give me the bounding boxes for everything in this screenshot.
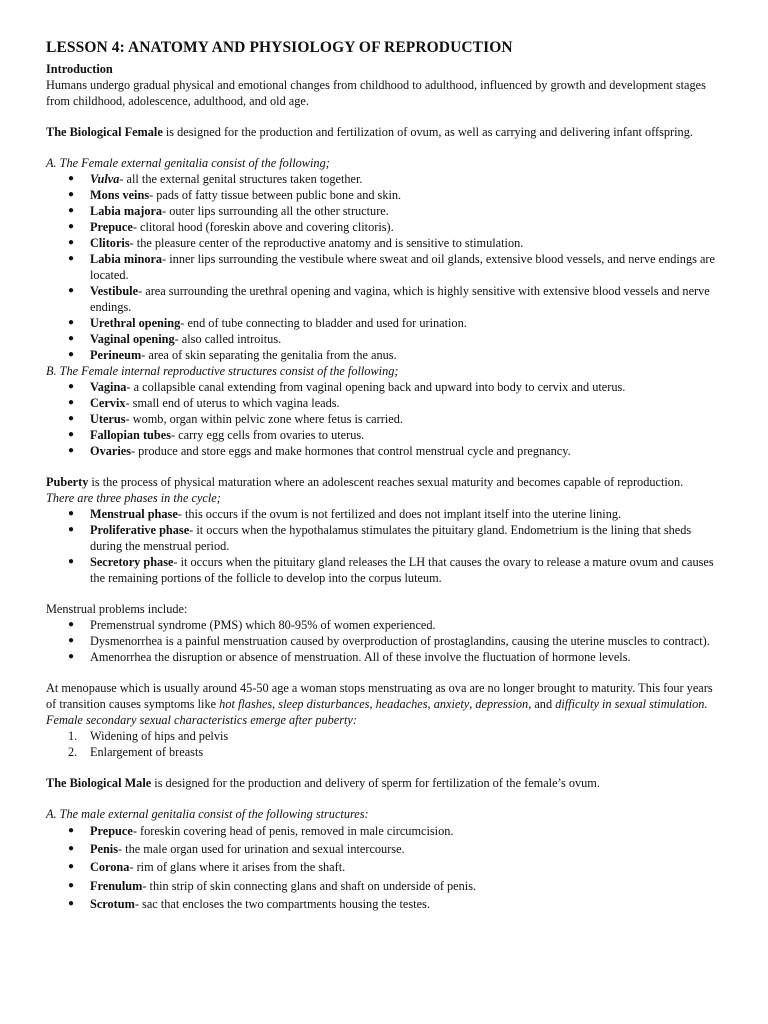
bullet-icon: ● [68, 397, 75, 408]
list-item: ● Cervix- small end of uterus to which vagina leads. [68, 396, 340, 410]
list-item: ● Prepuce- foreskin covering head of penis, removed in male circumcision. [46, 822, 718, 840]
list-item: ● Vestibule- area surrounding the urethral opening and vagina, which is highly sensitive with extensive blood vessels and nerve endings. [68, 284, 710, 314]
female-paragraph [46, 124, 718, 140]
phases-heading: There are three phases in the cycle; [46, 491, 221, 505]
bullet-icon: ● [68, 381, 75, 392]
bullet-icon: ● [68, 508, 75, 519]
list-item: 1. Widening of hips and pelvis [68, 729, 229, 743]
list-item: ● Ovaries- produce and store eggs and make hormones that control menstrual cycle and pregnancy. [68, 444, 571, 458]
menstrual-problems-list [46, 617, 718, 665]
secondary-list [46, 728, 718, 760]
secondary-heading: Female secondary sexual characteristics emerge after puberty: [46, 713, 357, 727]
list-item: ● Premenstrual syndrome (PMS) which 80-95% of women experienced. [68, 618, 436, 632]
bullet-icon: ● [68, 619, 75, 630]
male-external-heading: A. The male external genitalia consist of the following structures: [46, 807, 369, 821]
intro-heading: Introduction [46, 62, 113, 76]
female-external-list [46, 171, 718, 363]
page-title: LESSON 4: ANATOMY AND PHYSIOLOGY OF REPRODUCTION [46, 39, 513, 56]
bullet-icon: ● [68, 651, 75, 662]
male-paragraph [46, 775, 718, 791]
list-item: ● Secretory phase- it occurs when the pituitary gland releases the LH that causes the ovary to release a mature ovum and causes the remaining portions of the follicle to develop into the corpus luteum. [68, 555, 714, 585]
female-text: is designed for the production and fertilization of ovum, as well as carrying and delivering infant offspring. [162, 125, 693, 139]
list-item: ● Penis- the male organ used for urination and sexual intercourse. [46, 840, 718, 858]
bullet-icon: ● [68, 349, 75, 360]
female-internal-list [46, 379, 718, 459]
document-page [46, 38, 718, 913]
list-item: ● Dysmenorrhea is a painful menstruation caused by overproduction of prostaglandins, causing the uterine muscles to contract). [68, 634, 710, 648]
list-item: ● Fallopian tubes- carry egg cells from ovaries to uterus. [68, 428, 365, 442]
bullet-icon: ● [68, 221, 75, 232]
bullet-icon: ● [68, 333, 75, 344]
list-item: ● Amenorrhea the disruption or absence of menstruation. All of these involve the fluctuation of hormone levels. [68, 650, 631, 664]
list-item: ● Labia minora- inner lips surrounding the vestibule where sweat and oil glands, extensive blood vessels, and nerve endings are located. [68, 252, 715, 282]
bullet-icon: ● [68, 237, 75, 248]
bullet-icon: ● [68, 285, 75, 296]
list-item: ● Prepuce- clitoral hood (foreskin above and covering clitoris). [68, 220, 394, 234]
bullet-icon: ● [68, 429, 75, 440]
bullet-icon: ● [68, 556, 75, 567]
puberty-term: Puberty [46, 475, 89, 489]
list-item: ● Proliferative phase- it occurs when the hypothalamus stimulates the pituitary gland. Endometrium is the lining that sheds during the menstrual period. [68, 523, 692, 553]
menstrual-problems-heading: Menstrual problems include: [46, 602, 188, 616]
bullet-icon: ● [68, 445, 75, 456]
list-item: ● Perineum- area of skin separating the genitalia from the anus. [68, 348, 397, 362]
puberty-paragraph [46, 474, 718, 490]
list-item: ● Corona- rim of glans where it arises from the shaft. [46, 858, 718, 876]
bullet-icon: ● [68, 189, 75, 200]
list-item: ● Scrotum- sac that encloses the two compartments housing the testes. [46, 895, 718, 913]
list-item: ● Menstrual phase- this occurs if the ovum is not fertilized and does not implant itself into the uterine lining. [68, 507, 622, 521]
list-item: ● Frenulum- thin strip of skin connecting glans and shaft on underside of penis. [46, 877, 718, 895]
bullet-icon: ● [68, 879, 75, 891]
male-external-list [46, 822, 718, 913]
list-item: ● Vulva- all the external genital structures taken together. [68, 172, 363, 186]
list-item: ● Mons veins- pads of fatty tissue between public bone and skin. [68, 188, 402, 202]
list-item: ● Vaginal opening- also called introitus. [68, 332, 282, 346]
puberty-text: is the process of physical maturation where an adolescent reaches sexual maturity and becomes capable of reproduction. [88, 475, 684, 489]
bullet-icon: ● [68, 635, 75, 646]
female-external-heading: A. The Female external genitalia consist of the following; [46, 156, 330, 170]
bullet-icon: ● [68, 205, 75, 216]
list-item: ● Vagina- a collapsible canal extending from vaginal opening back and upward into body to cervix and uterus. [68, 380, 626, 394]
male-text: is designed for the production and delivery of sperm for fertilization of the female’s ovum. [151, 776, 600, 790]
bullet-icon: ● [68, 317, 75, 328]
female-term: The Biological Female [46, 125, 163, 139]
bullet-icon: ● [68, 861, 75, 873]
bullet-icon: ● [68, 825, 75, 836]
bullet-icon: ● [68, 413, 75, 424]
bullet-icon: ● [68, 524, 75, 535]
bullet-icon: ● [68, 843, 75, 855]
female-internal-heading: B. The Female internal reproductive structures consist of the following; [46, 364, 399, 378]
list-item: 2. Enlargement of breasts [68, 745, 204, 759]
menopause-paragraph: At menopause which is usually around 45-50 age a woman stops menstruating as ova are no longer brought to maturity. This four years of transition causes symptoms like hot flashes, sleep disturbances, headaches, anxiety, depression, and difficulty in sexual stimulation. [46, 681, 713, 711]
list-item: ● Uterus- womb, organ within pelvic zone where fetus is carried. [68, 412, 403, 426]
bullet-icon: ● [68, 897, 75, 909]
list-item: ● Labia majora- outer lips surrounding all the other structure. [68, 204, 389, 218]
bullet-icon: ● [68, 253, 75, 264]
male-term: The Biological Male [46, 776, 152, 790]
list-item: ● Urethral opening- end of tube connecting to bladder and used for urination. [68, 316, 467, 330]
list-item: ● Clitoris- the pleasure center of the reproductive anatomy and is sensitive to stimulation. [68, 236, 524, 250]
phases-list [46, 506, 718, 586]
intro-text: Humans undergo gradual physical and emotional changes from childhood to adulthood, influenced by growth and development stages from childhood, adolescence, adulthood, and old age. [46, 78, 706, 108]
bullet-icon: ● [68, 173, 75, 184]
